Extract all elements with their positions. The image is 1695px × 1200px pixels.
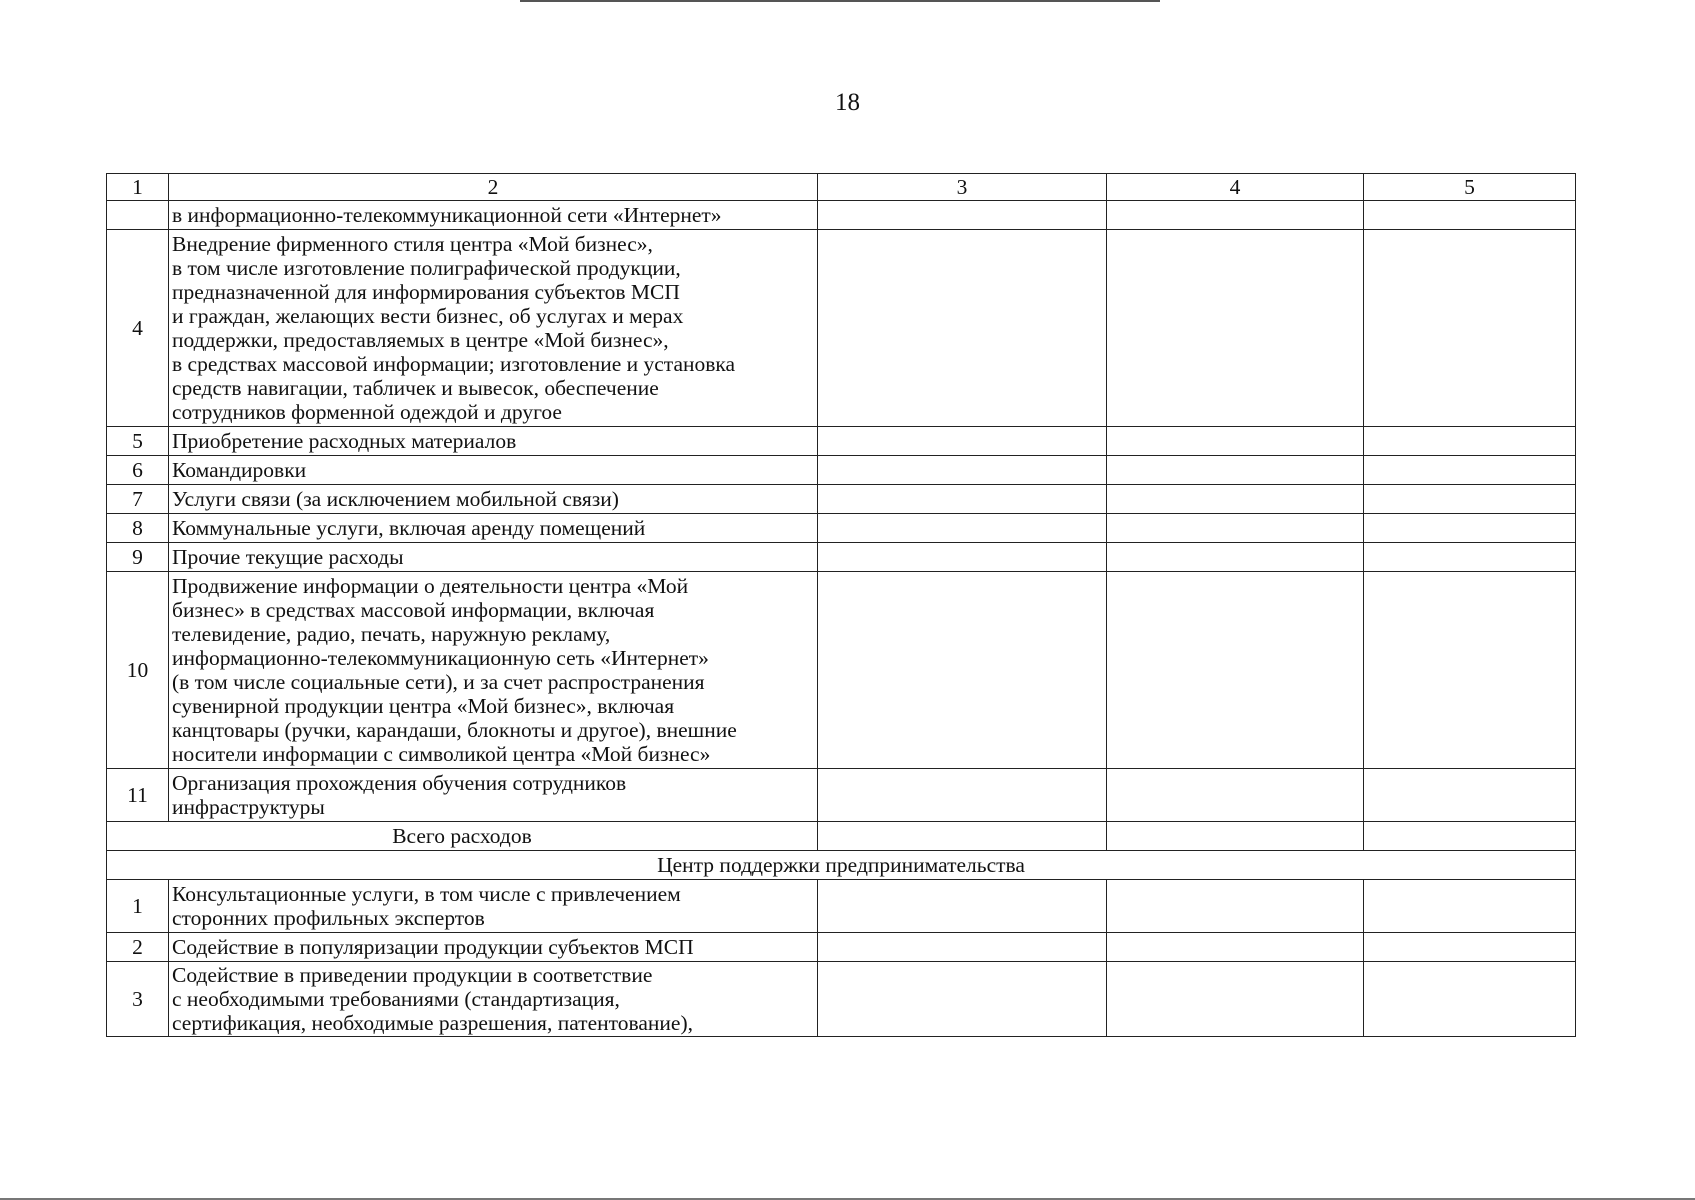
row-number: 7	[107, 485, 169, 514]
row-number: 8	[107, 514, 169, 543]
value-cell	[818, 933, 1107, 962]
value-cell	[818, 427, 1107, 456]
row-text: Внедрение фирменного стиля центра «Мой бизнес», в том числе изготовление полиграфической продукции, предназначенной для информирования субъектов МСП и граждан, желающих вести бизнес, об услугах и мерах поддержки, предоставляемых в центре «Мой бизнес», в средствах массовой информации; изготовление и установка средств навигации, табличек и вывесок, обеспечение сотрудников форменной одеждой и другое	[169, 230, 818, 427]
value-cell	[818, 230, 1107, 427]
value-cell	[818, 769, 1107, 822]
value-cell	[1107, 201, 1364, 230]
table-header-row	[107, 174, 1576, 201]
value-cell	[1364, 230, 1576, 427]
row-text: Продвижение информации о деятельности центра «Мой бизнес» в средствах массовой информации, включая телевидение, радио, печать, наружную рекламу, информационно-телекоммуникационную сеть «Интернет» (в том числе социальные сети), и за счет распространения сувенирной продукции центра «Мой бизнес», включая канцтовары (ручки, карандаши, блокноты и другое), внешние носители информации с символикой центра «Мой бизнес»	[169, 572, 818, 769]
row-number: 5	[107, 427, 169, 456]
total-row	[107, 822, 1576, 851]
value-cell	[818, 456, 1107, 485]
row-text: Приобретение расходных материалов	[169, 427, 818, 456]
section-title: Центр поддержки предпринимательства	[107, 851, 1576, 880]
table-row	[107, 933, 1576, 962]
total-label: Всего расходов	[107, 822, 818, 851]
value-cell	[1107, 822, 1364, 851]
value-cell	[1364, 933, 1576, 962]
value-cell	[818, 201, 1107, 230]
value-cell	[1364, 514, 1576, 543]
row-number: 6	[107, 456, 169, 485]
value-cell	[818, 822, 1107, 851]
value-cell	[1107, 572, 1364, 769]
value-cell	[1364, 427, 1576, 456]
page-number: 18	[835, 89, 860, 116]
row-number: 2	[107, 933, 169, 962]
row-text: Командировки	[169, 456, 818, 485]
value-cell	[818, 880, 1107, 933]
row-text: Услуги связи (за исключением мобильной связи)	[169, 485, 818, 514]
row-text: в информационно-телекоммуникационной сети «Интернет»	[169, 201, 818, 230]
row-text: Консультационные услуги, в том числе с привлечением сторонних профильных экспертов	[169, 880, 818, 933]
table-row	[107, 572, 1576, 769]
table-row	[107, 962, 1576, 1037]
row-text: Содействие в популяризации продукции субъектов МСП	[169, 933, 818, 962]
value-cell	[818, 485, 1107, 514]
value-cell	[1107, 456, 1364, 485]
table-row	[107, 456, 1576, 485]
table-row	[107, 230, 1576, 427]
row-number: 4	[107, 230, 169, 427]
value-cell	[818, 514, 1107, 543]
scan-edge-top	[520, 0, 1160, 2]
value-cell	[1364, 572, 1576, 769]
value-cell	[1107, 543, 1364, 572]
value-cell	[818, 543, 1107, 572]
value-cell	[1107, 933, 1364, 962]
budget-table	[106, 173, 1576, 1037]
row-text: Коммунальные услуги, включая аренду помещений	[169, 514, 818, 543]
row-number: 9	[107, 543, 169, 572]
row-text: Организация прохождения обучения сотрудников инфраструктуры	[169, 769, 818, 822]
column-header: 1	[107, 174, 169, 201]
value-cell	[1107, 514, 1364, 543]
table-row	[107, 485, 1576, 514]
value-cell	[1364, 485, 1576, 514]
table-row	[107, 514, 1576, 543]
column-header: 4	[1107, 174, 1364, 201]
table-row	[107, 769, 1576, 822]
row-number: 1	[107, 880, 169, 933]
column-header: 5	[1364, 174, 1576, 201]
row-text: Содействие в приведении продукции в соответствие с необходимыми требованиями (стандартизация, сертификация, необходимые разрешения, патентование),	[169, 962, 818, 1037]
value-cell	[1364, 769, 1576, 822]
value-cell	[1107, 485, 1364, 514]
value-cell	[1364, 880, 1576, 933]
column-header: 3	[818, 174, 1107, 201]
table-row	[107, 880, 1576, 933]
value-cell	[818, 962, 1107, 1037]
column-header: 2	[169, 174, 818, 201]
table-row	[107, 427, 1576, 456]
value-cell	[1364, 456, 1576, 485]
row-number: 11	[107, 769, 169, 822]
value-cell	[1107, 427, 1364, 456]
value-cell	[1364, 543, 1576, 572]
table-row	[107, 543, 1576, 572]
row-number: 3	[107, 962, 169, 1037]
value-cell	[1107, 880, 1364, 933]
row-text: Прочие текущие расходы	[169, 543, 818, 572]
value-cell	[1364, 201, 1576, 230]
value-cell	[1364, 822, 1576, 851]
value-cell	[1107, 962, 1364, 1037]
value-cell	[1107, 769, 1364, 822]
value-cell	[1107, 230, 1364, 427]
value-cell	[1364, 962, 1576, 1037]
value-cell	[818, 572, 1107, 769]
row-number: 10	[107, 572, 169, 769]
section-row	[107, 851, 1576, 880]
table-row	[107, 201, 1576, 230]
row-number	[107, 201, 169, 230]
